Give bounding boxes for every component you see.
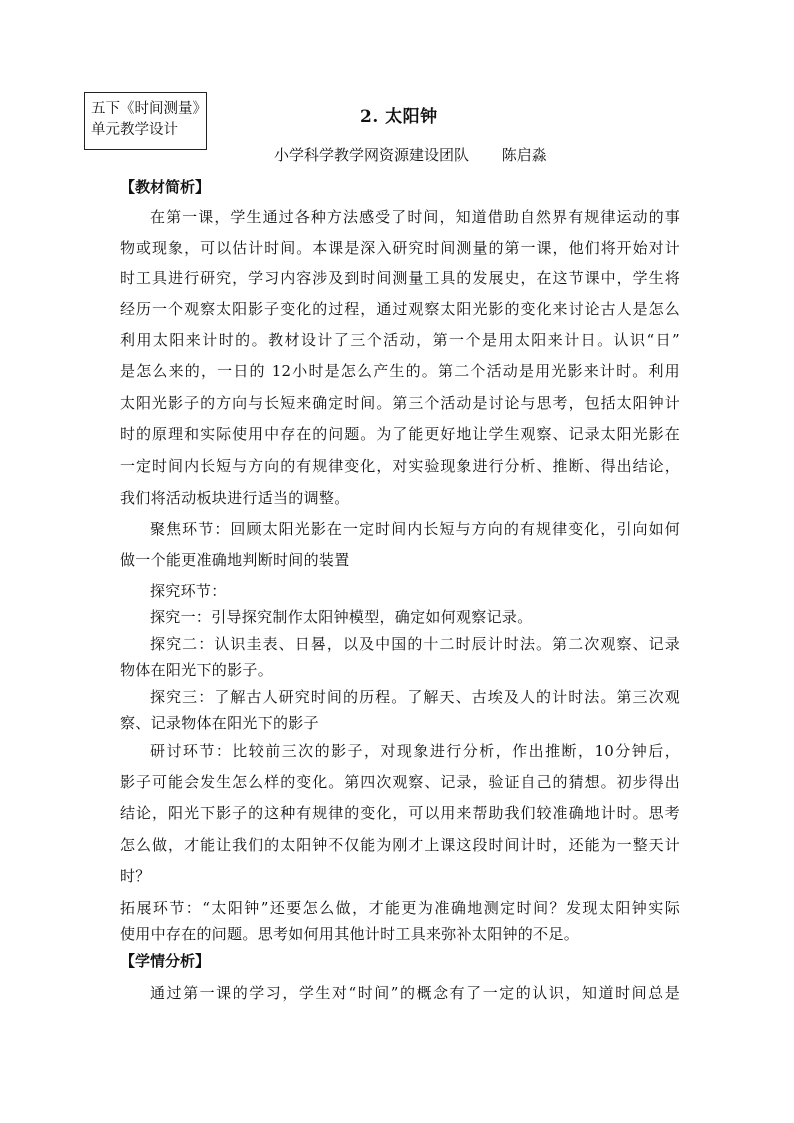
paragraph-line: 结论，阳光下影子的这种有规律的变化，可以用来帮助我们较准确地计时。思考 bbox=[120, 804, 680, 822]
unit-label-line-2: 单元教学设计 bbox=[91, 122, 178, 138]
unit-label-box bbox=[84, 92, 207, 150]
paragraph-line: 太阳光影子的方向与长短来确定时间。第三个活动是讨论与思考，包括太阳钟计 bbox=[120, 394, 680, 412]
paragraph-line: 怎么做，才能让我们的太阳钟不仅能为刚才上课这段时间计时，还能为一整天计 bbox=[120, 836, 680, 854]
unit-label-line-1: 五下《时间测量》 bbox=[91, 101, 207, 117]
paragraph-line: 时工具进行研究，学习内容涉及到时间测量工具的发展史，在这节课中，学生将 bbox=[120, 269, 680, 287]
paragraph-line: 是怎么来的，一日的 12小时是怎么产生的。第二个活动是用光影来计时。利用 bbox=[120, 362, 680, 380]
paragraph-line: 察、记录物体在阳光下的影子 bbox=[120, 714, 319, 732]
paragraph-line: 经历一个观察太阳影子变化的过程，通过观察太阳光影的变化来讨论古人是怎么 bbox=[120, 300, 680, 318]
section-heading-analysis: 【教材简析】 bbox=[120, 178, 211, 196]
section-heading-student: 【学情分析】 bbox=[120, 952, 211, 970]
paragraph-line: 时？ bbox=[120, 867, 151, 885]
paragraph-line: 我们将活动板块进行适当的调整。 bbox=[120, 489, 350, 507]
paragraph-line: 探究一：引导探究制作太阳钟模型，确定如何观察记录。 bbox=[150, 608, 533, 626]
paragraph-line: 在第一课，学生通过各种方法感受了时间，知道借助自然界有规律运动的事 bbox=[150, 208, 680, 226]
paragraph-line: 探究三：了解古人研究时间的历程。了解天、古埃及人的计时法。第三次观 bbox=[150, 688, 680, 706]
paragraph-line: 影子可能会发生怎么样的变化。第四次观察、记录，验证自己的猜想。初步得出 bbox=[120, 773, 680, 791]
author-name: 陈启淼 bbox=[501, 146, 547, 164]
paragraph-line: 物体在阳光下的影子。 bbox=[120, 661, 274, 679]
paragraph-line: 使用中存在的问题。思考如何用其他计时工具来弥补太阳钟的不足。 bbox=[120, 925, 580, 943]
paragraph-line: 物或现象，可以估计时间。本课是深入研究时间测量的第一课，他们将开始对计 bbox=[120, 239, 680, 257]
author-line bbox=[274, 144, 547, 165]
paragraph-line: 利用太阳来计时的。教材设计了三个活动，第一个是用太阳来计日。认识“日” bbox=[120, 331, 680, 349]
paragraph-line: 做一个能更准确地判断时间的装置 bbox=[120, 551, 350, 569]
paragraph-line: 探究二：认识圭表、日晷，以及中国的十二时辰计时法。第二次观察、记录 bbox=[150, 635, 680, 653]
paragraph-line: 研讨环节：比较前三次的影子，对现象进行分析，作出推断，10分钟后， bbox=[150, 742, 680, 760]
paragraph-line: 聚焦环节：回顾太阳光影在一定时间内长短与方向的有规律变化，引向如何 bbox=[150, 520, 680, 538]
paragraph-line: 拓展环节：“太阳钟”还要怎么做，才能更为准确地测定时间？发现太阳钟实际 bbox=[120, 899, 680, 917]
paragraph-line: 通过第一课的学习，学生对“时间”的概念有了一定的认识，知道时间总是 bbox=[150, 984, 680, 1002]
team-name: 小学科学教学网资源建设团队 bbox=[274, 146, 470, 164]
paragraph-line: 探究环节： bbox=[150, 582, 227, 600]
page-title: 2. 太阳钟 bbox=[360, 107, 438, 127]
paragraph-line: 时的原理和实际使用中存在的问题。为了能更好地让学生观察、记录太阳光影在 bbox=[120, 425, 680, 443]
paragraph-line: 一定时间内长短与方向的有规律变化，对实验现象进行分析、推断、得出结论， bbox=[120, 457, 680, 475]
